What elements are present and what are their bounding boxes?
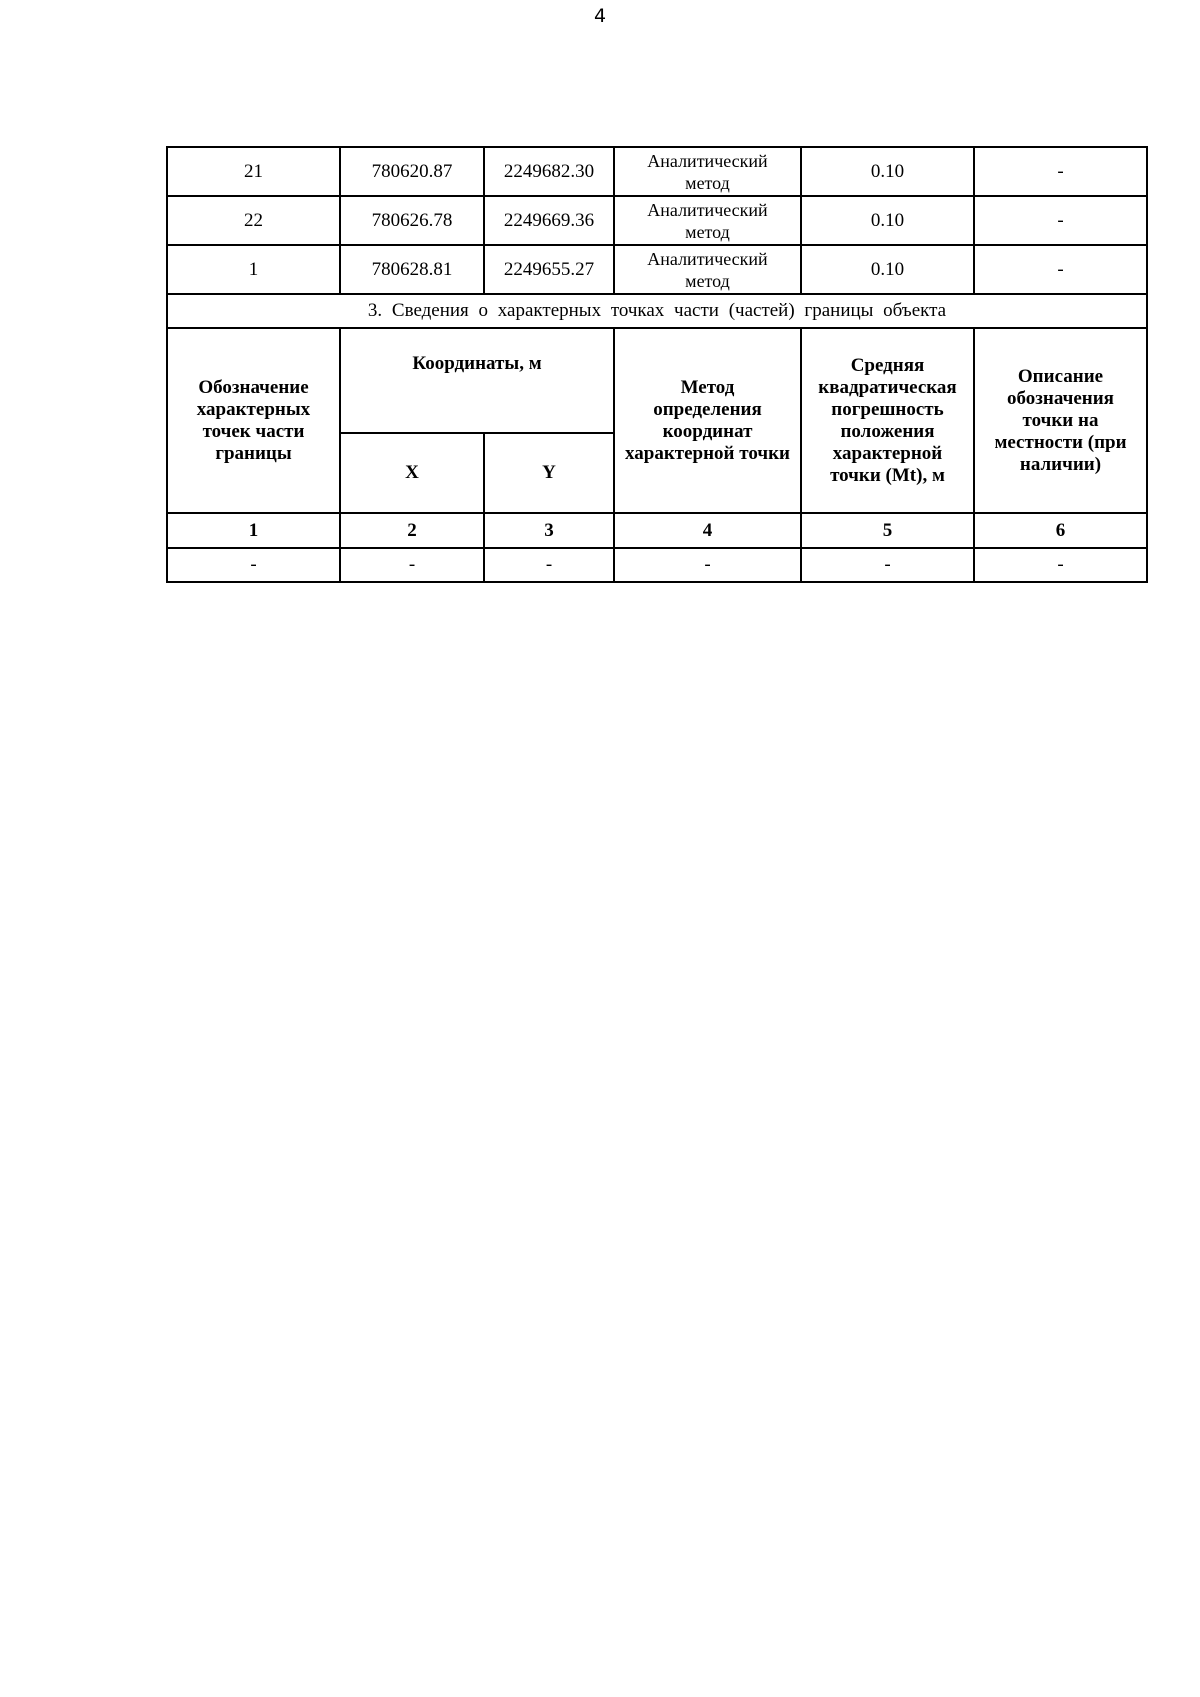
section-title-text: 3. Сведения о характерных точках части (частей) границы объекта xyxy=(367,300,947,321)
header-line: Средняя xyxy=(850,354,925,376)
header-line: Обозначение xyxy=(198,376,309,398)
header-error xyxy=(801,328,974,513)
header-method xyxy=(614,328,801,513)
header-row xyxy=(167,328,1147,433)
section-title xyxy=(167,294,1147,328)
header-line: Метод xyxy=(680,376,735,398)
page-number: 4 xyxy=(593,5,607,27)
header-x: X xyxy=(340,433,484,513)
column-number: 5 xyxy=(801,513,974,548)
header-line: Описание xyxy=(1017,365,1104,387)
column-number: 6 xyxy=(974,513,1147,548)
method-line: Аналитический xyxy=(647,199,768,220)
table-row xyxy=(167,245,1147,294)
method-line: Аналитический xyxy=(647,248,768,269)
header-description xyxy=(974,328,1147,513)
description-cell: - xyxy=(974,196,1147,245)
header-line: точек части xyxy=(202,420,305,442)
method-line: метод xyxy=(685,221,730,242)
header-point-designation xyxy=(167,328,340,513)
point-number-cell: 22 xyxy=(167,196,340,245)
header-line: точки на xyxy=(1022,409,1099,431)
header-line: координат xyxy=(662,420,753,442)
header-line: погрешность xyxy=(831,398,944,420)
column-number: 4 xyxy=(614,513,801,548)
header-line: местности (при xyxy=(994,431,1127,453)
y-coordinate-cell: 2249682.30 xyxy=(484,147,614,196)
header-line: обозначения xyxy=(1007,387,1114,409)
table-row xyxy=(167,548,1147,582)
method-cell xyxy=(614,147,801,196)
column-numbers-row xyxy=(167,513,1147,548)
empty-cell: - xyxy=(614,548,801,582)
method-line: метод xyxy=(685,270,730,291)
method-line: Аналитический xyxy=(647,150,768,171)
empty-cell: - xyxy=(801,548,974,582)
header-line: характерной точки xyxy=(625,442,790,464)
header-coordinates: Координаты, м xyxy=(340,328,614,433)
header-line: наличии) xyxy=(1019,453,1102,475)
method-cell xyxy=(614,196,801,245)
header-line: характерных xyxy=(196,398,311,420)
point-number-cell: 1 xyxy=(167,245,340,294)
x-coordinate-cell: 780628.81 xyxy=(340,245,484,294)
header-y: Y xyxy=(484,433,614,513)
empty-cell: - xyxy=(167,548,340,582)
point-number-cell: 21 xyxy=(167,147,340,196)
empty-cell: - xyxy=(340,548,484,582)
error-cell: 0.10 xyxy=(801,147,974,196)
header-line: точки (Mt), м xyxy=(830,464,945,486)
empty-cell: - xyxy=(974,548,1147,582)
empty-cell: - xyxy=(484,548,614,582)
table-row xyxy=(167,147,1147,196)
error-cell: 0.10 xyxy=(801,196,974,245)
header-line: границы xyxy=(215,442,292,464)
error-cell: 0.10 xyxy=(801,245,974,294)
column-number: 2 xyxy=(340,513,484,548)
header-line: определения xyxy=(653,398,762,420)
characteristic-points-table xyxy=(166,146,1148,583)
description-cell: - xyxy=(974,245,1147,294)
column-number: 3 xyxy=(484,513,614,548)
column-number: 1 xyxy=(167,513,340,548)
y-coordinate-cell: 2249669.36 xyxy=(484,196,614,245)
header-line: характерной xyxy=(832,442,943,464)
description-cell: - xyxy=(974,147,1147,196)
header-line: квадратическая xyxy=(818,376,957,398)
y-coordinate-cell: 2249655.27 xyxy=(484,245,614,294)
section-title-row xyxy=(167,294,1147,328)
table-row xyxy=(167,196,1147,245)
method-line: метод xyxy=(685,172,730,193)
x-coordinate-cell: 780626.78 xyxy=(340,196,484,245)
header-line: положения xyxy=(840,420,935,442)
method-cell xyxy=(614,245,801,294)
x-coordinate-cell: 780620.87 xyxy=(340,147,484,196)
